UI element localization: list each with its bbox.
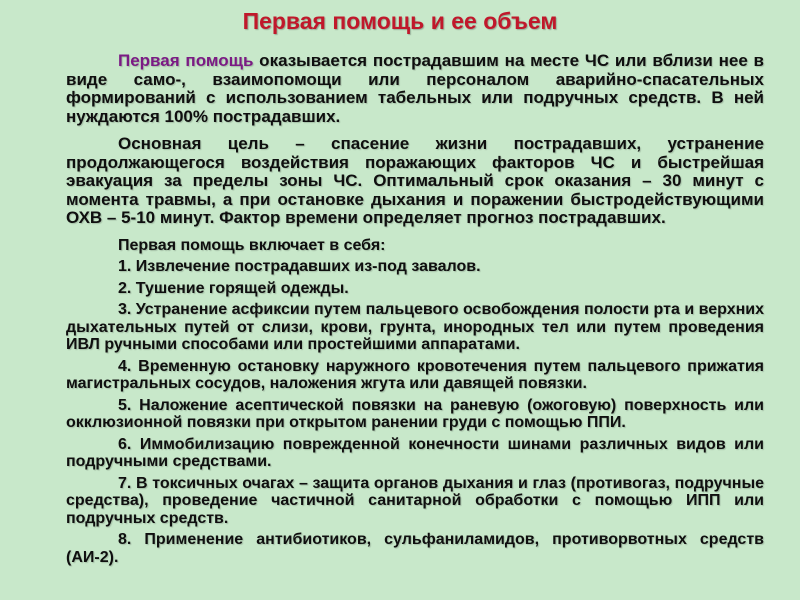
intro-text: оказывается пострадавшим на месте ЧС или вблизи нее в виде само-, взаимопомощи или персоналом аварийно-спасательных формирований с использованием табельных или подручных средств. В ней нуждаются 100% пострадавших.: [66, 51, 764, 126]
list-item: 4. Временную остановку наружного кровотечения путем пальцевого прижатия магистральных сосудов, наложения жгута или давящей повязки.: [66, 357, 764, 392]
list-item: 6. Иммобилизацию поврежденной конечности шинами различных видов или подручными средствами.: [66, 435, 764, 470]
intro-highlight: Первая помощь: [118, 51, 254, 70]
includes-heading: Первая помощь включает в себя:: [118, 236, 386, 254]
goal-paragraph: Основная цель – спасение жизни пострадавших, устранение продолжающегося воздействия поражающих факторов ЧС и быстрейшая эвакуация за пределы зоны ЧС. Оптимальный срок оказания – 30 минут с момента травмы, а при остановке дыхания и поражении быстродействующими ОХВ – 5-10 минут. Фактор времени определяет прогноз пострадавших.: [66, 134, 764, 227]
list-item: 2. Тушение горящей одежды.: [118, 279, 349, 297]
list-item: 7. В токсичных очагах – защита органов дыхания и глаз (противогаз, подручные средства), проведение частичной санитарной обработки с помощью ИПП или подручных средств.: [66, 474, 764, 527]
list-item: 3. Устранение асфиксии путем пальцевого освобождения полости рта и верхних дыхательных путей от слизи, крови, грунта, инородных тел или путем проведения ИВЛ ручными способами или простейшими аппаратами.: [66, 301, 764, 353]
page-title: Первая помощь и ее объем: [242, 8, 558, 34]
list-item: 1. Извлечение пострадавших из-под завалов.: [118, 258, 481, 275]
intro-paragraph: [66, 52, 764, 126]
list-item: 5. Наложение асептической повязки на раневую (ожоговую) поверхность или окклюзионной повязки при открытом ранении груди с помощью ППИ.: [66, 396, 764, 431]
list-item: 8. Применение антибиотиков, сульфаниламидов, противорвотных средств (АИ-2).: [66, 531, 764, 566]
